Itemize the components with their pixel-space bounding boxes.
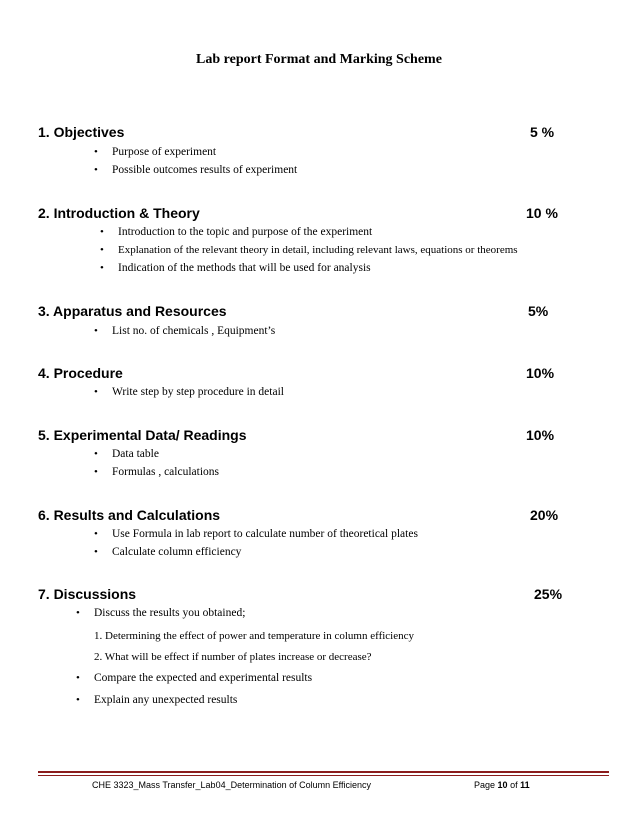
bullet-item — [100, 226, 373, 238]
bullet-text: Discuss the results you obtained; — [94, 607, 246, 619]
numbered-item: 2. What will be effect if number of plates increase or decrease? — [94, 651, 372, 663]
bullet-icon: • — [100, 262, 104, 274]
bullet-item — [94, 528, 418, 540]
section-weight-experimental-data: 10% — [526, 427, 555, 443]
bullet-icon: • — [100, 244, 104, 256]
bullet-text: List no. of chemicals , Equipment’s — [112, 325, 276, 337]
bullet-text: Formulas , calculations — [112, 466, 219, 478]
bullet-item — [100, 262, 371, 274]
bullet-text: Compare the expected and experimental results — [94, 672, 313, 684]
bullet-item — [94, 325, 276, 337]
bullet-icon: • — [76, 607, 80, 619]
bullet-item — [100, 244, 518, 256]
bullet-icon: • — [76, 672, 80, 684]
bullet-text: Use Formula in lab report to calculate number of theoretical plates — [112, 528, 418, 540]
bullet-text: Possible outcomes results of experiment — [112, 164, 298, 176]
section-heading-procedure: 4. Procedure — [38, 365, 123, 381]
page-current: 10 — [497, 780, 508, 790]
bullet-item — [94, 448, 159, 460]
section-weight-procedure: 10% — [526, 365, 555, 381]
bullet-text: Explain any unexpected results — [94, 694, 238, 706]
section-weight-discussions: 25% — [534, 586, 563, 602]
bullet-text: Calculate column efficiency — [112, 546, 242, 558]
section-heading-objectives: 1. Objectives — [38, 124, 125, 140]
page-title: Lab report Format and Marking Scheme — [196, 52, 442, 67]
numbered-item: 1. Determining the effect of power and temperature in column efficiency — [94, 630, 414, 642]
bullet-text: Data table — [112, 448, 159, 460]
footer-rule — [38, 771, 609, 773]
section-weight-objectives: 5 % — [530, 124, 555, 140]
bullet-item — [94, 386, 284, 398]
section-weight-apparatus: 5% — [528, 303, 549, 319]
bullet-item — [94, 466, 219, 478]
bullet-icon: • — [94, 528, 98, 540]
section-heading-results: 6. Results and Calculations — [38, 507, 221, 523]
bullet-item — [76, 607, 246, 619]
section-heading-introduction: 2. Introduction & Theory — [38, 205, 200, 221]
section-weight-introduction: 10 % — [526, 205, 558, 221]
bullet-icon: • — [94, 546, 98, 558]
section-heading-apparatus: 3. Apparatus and Resources — [38, 303, 227, 319]
footer-course-label: CHE 3323_Mass Transfer_Lab04_Determination of Column Efficiency — [92, 780, 371, 790]
bullet-item — [76, 694, 238, 706]
page-total: 11 — [520, 780, 530, 790]
bullet-icon: • — [100, 226, 104, 238]
section-heading-experimental-data: 5. Experimental Data/ Readings — [38, 427, 247, 443]
bullet-icon: • — [94, 448, 98, 460]
footer-page-number — [474, 780, 530, 790]
bullet-icon: • — [76, 694, 80, 706]
bullet-icon: • — [94, 146, 98, 158]
bullet-text: Purpose of experiment — [112, 146, 217, 158]
section-heading-discussions: 7. Discussions — [38, 586, 137, 602]
bullet-text: Indication of the methods that will be used for analysis — [118, 262, 371, 274]
bullet-text: Explanation of the relevant theory in detail, including relevant laws, equations or theorems — [118, 244, 518, 256]
footer-rule-thin — [38, 775, 609, 776]
bullet-icon: • — [94, 325, 98, 337]
section-weight-results: 20% — [530, 507, 559, 523]
bullet-item — [94, 546, 242, 558]
bullet-text: Introduction to the topic and purpose of the experiment — [118, 226, 373, 238]
page-label: Page — [474, 780, 496, 790]
bullet-item — [76, 672, 313, 684]
bullet-item — [94, 146, 217, 158]
bullet-icon: • — [94, 466, 98, 478]
bullet-icon: • — [94, 386, 98, 398]
bullet-item — [94, 164, 298, 176]
page-of: of — [510, 780, 518, 790]
bullet-text: Write step by step procedure in detail — [112, 386, 284, 398]
bullet-icon: • — [94, 164, 98, 176]
